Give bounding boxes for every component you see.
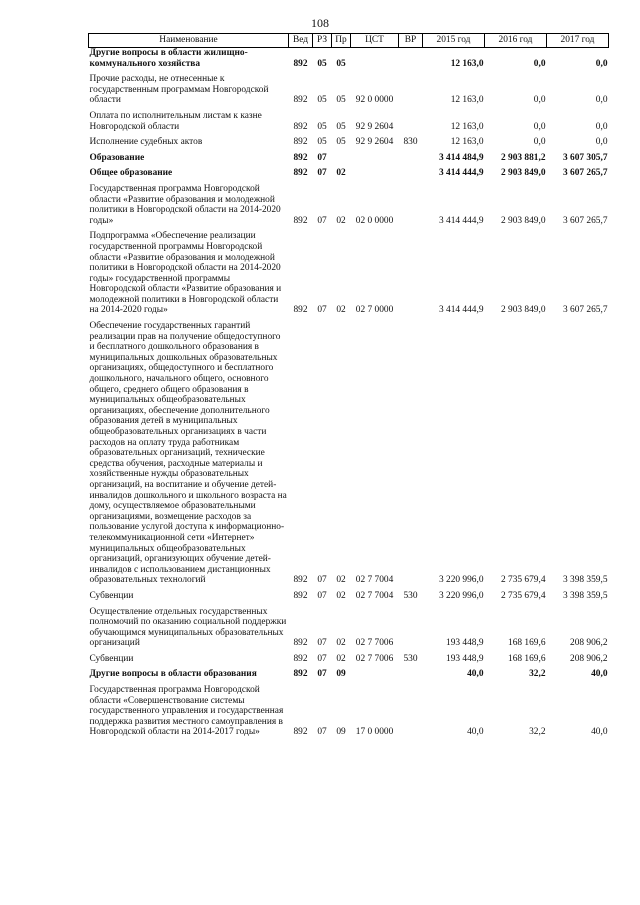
row-cst [351, 148, 399, 164]
row-ved: 892 [293, 95, 308, 106]
row-ved: 892 [293, 305, 308, 316]
row-cst [351, 163, 399, 179]
row-rz: 07 [317, 590, 327, 601]
row-vr [399, 48, 423, 70]
row-rz: 07 [317, 168, 327, 179]
row-pr: 05 [332, 48, 351, 70]
row-ved: 892 [289, 48, 313, 70]
row-name: Образование [89, 152, 145, 163]
table-row [89, 163, 609, 179]
row-2017: 40,0 [591, 669, 608, 680]
row-vr [399, 179, 423, 226]
row-vr [399, 664, 423, 680]
column-header: ЦСТ [351, 34, 399, 48]
row-rz: 07 [317, 638, 327, 649]
row-2015: 3 414 484,9 [438, 152, 484, 163]
row-cst: 92 9 2604 [355, 121, 394, 132]
row-name: Оплата по исполнительным листам к казне Новгородской области [89, 110, 262, 132]
row-pr: 02 [336, 590, 346, 601]
row-name: Подпрограмма «Обеспечение реализации государственной программы Новгородской области «Развитие образования и молодежной политики в Новгородской области на 2014-2020 годы» государственной программы Новгородской области «Развитие образования и молодежной политики в Новгородской области на 2014-2020 годы» [89, 231, 282, 316]
row-ved: 892 [293, 152, 308, 163]
column-header: 2017 год [547, 34, 609, 48]
row-rz: 07 [317, 653, 327, 664]
row-2017: 40,0 [591, 727, 608, 738]
row-vr [399, 226, 423, 316]
row-ved: 892 [293, 575, 308, 586]
row-cst: 92 0 0000 [355, 95, 394, 106]
row-2017: 0,0 [595, 137, 608, 148]
row-2017: 0,0 [547, 48, 609, 70]
row-2016: 2 903 849,0 [500, 305, 546, 316]
table-row [89, 226, 609, 316]
column-header: ВР [399, 34, 423, 48]
row-ved: 892 [293, 653, 308, 664]
row-cst [351, 48, 399, 70]
row-2016: 2 735 679,4 [500, 590, 546, 601]
row-2015: 3 414 444,9 [438, 215, 484, 226]
row-cst: 02 7 0000 [355, 305, 394, 316]
table-row [89, 148, 609, 164]
row-vr [399, 106, 423, 132]
row-cst: 02 7 7006 [355, 638, 394, 649]
row-name: Прочие расходы, не отнесенные к государственным программам Новгородской области [89, 74, 269, 106]
row-rz: 07 [317, 152, 327, 163]
row-2016: 2 903 849,0 [500, 215, 546, 226]
row-ved: 892 [293, 669, 308, 680]
row-name: Общее образование [89, 168, 173, 179]
row-pr: 02 [336, 575, 346, 586]
row-2017: 208 906,2 [570, 638, 608, 649]
row-name: Обеспечение государственных гарантий реализации прав на получение общедоступного и бесплатного дошкольного образования в муниципальных дошкольных образовательных организациях, общедоступного и бесплатного дошкольного, начального общего, основного общего, среднего общего образования в муниципальных общеобразовательных организациях, обеспечение дополнительного образования детей в муниципальных общеобразовательных организациях в части расходов на оплату труда работникам образовательных организаций, технические средства обучения, расходные материалы и хозяйственные нужды образовательных организаций, на воспитание и обучение детей-инвалидов дошкольного и школьного возраста на дому, осуществляемое образовательными организациями, возмещение расходов за пользование услугой доступа к информационно-телекоммуникационной сети «Интернет» муниципальных общеобразовательных организаций, организующих обучение детей-инвалидов с использованием дистанционных образовательных технологий [89, 321, 287, 586]
row-ved: 892 [293, 590, 308, 601]
row-name: Субвенции [89, 590, 134, 601]
row-2016: 0,0 [533, 137, 546, 148]
row-2015: 193 448,9 [446, 638, 484, 649]
row-name: Другие вопросы в области образования [89, 669, 257, 680]
table-row [89, 649, 609, 665]
row-2017: 3 607 265,7 [562, 215, 608, 226]
row-name: Другие вопросы в области жилищно-коммунального хозяйства [89, 48, 289, 70]
row-vr [399, 163, 423, 179]
row-vr [399, 680, 423, 738]
row-rz: 05 [317, 137, 327, 148]
row-2016: 32,2 [529, 669, 546, 680]
row-cst [351, 664, 399, 680]
row-2015: 40,0 [467, 727, 484, 738]
row-cst: 17 0 0000 [355, 727, 394, 738]
table-row [89, 602, 609, 649]
row-cst: 02 0 0000 [355, 215, 394, 226]
row-name: Исполнение судебных актов [89, 137, 203, 148]
row-2015: 3 220 996,0 [438, 575, 484, 586]
row-2015: 12 163,0 [450, 95, 484, 106]
row-ved: 892 [293, 638, 308, 649]
row-pr [332, 148, 351, 164]
row-pr: 02 [336, 653, 346, 664]
row-pr: 05 [336, 95, 346, 106]
row-ved: 892 [293, 215, 308, 226]
row-2015: 193 448,9 [446, 653, 484, 664]
row-cst: 02 7 7006 [355, 653, 394, 664]
row-ved: 892 [293, 727, 308, 738]
table-row [89, 316, 609, 586]
row-vr: 830 [403, 137, 418, 148]
row-name: Государственная программа Новгородской области «Совершенствование системы государственного управления и государственная поддержка развития местного самоуправления в Новгородской области на 2014-2017 годы» [89, 685, 284, 738]
row-2015: 3 414 444,9 [438, 168, 484, 179]
row-rz: 07 [317, 727, 327, 738]
row-vr: 530 [403, 653, 418, 664]
table-row [89, 179, 609, 226]
row-2015: 12 163,0 [423, 48, 485, 70]
row-2016: 2 903 881,2 [500, 152, 546, 163]
row-vr [399, 148, 423, 164]
row-2016: 0,0 [533, 121, 546, 132]
table-row [89, 132, 609, 148]
page-number: 108 [311, 16, 329, 30]
column-header: Наименование [89, 34, 289, 48]
row-2017: 3 398 359,5 [562, 590, 608, 601]
row-pr: 09 [336, 669, 346, 680]
row-pr: 02 [336, 638, 346, 649]
row-pr: 05 [336, 137, 346, 148]
row-name: Осуществление отдельных государственных полномочий по оказанию социальной поддержки обучающимся муниципальных образовательных организаций [89, 606, 287, 649]
column-header: Вед [289, 34, 313, 48]
row-2015: 3 220 996,0 [438, 590, 484, 601]
table-row [89, 48, 609, 70]
budget-table [88, 33, 609, 738]
row-2016: 32,2 [529, 727, 546, 738]
row-2015: 12 163,0 [450, 121, 484, 132]
table-row [89, 106, 609, 132]
row-2016: 2 735 679,4 [500, 575, 546, 586]
row-ved: 892 [293, 121, 308, 132]
row-rz: 05 [317, 95, 327, 106]
row-ved: 892 [293, 168, 308, 179]
column-header: 2016 год [485, 34, 547, 48]
row-rz: 07 [317, 215, 327, 226]
row-2016: 2 903 849,0 [500, 168, 546, 179]
row-2015: 3 414 444,9 [438, 305, 484, 316]
table-row [89, 69, 609, 106]
row-pr: 02 [336, 215, 346, 226]
table-row [89, 586, 609, 602]
row-rz: 07 [317, 669, 327, 680]
row-pr: 02 [336, 305, 346, 316]
row-vr [399, 69, 423, 106]
row-2015: 40,0 [467, 669, 484, 680]
row-vr: 530 [403, 590, 418, 601]
row-cst: 02 7 7004 [355, 590, 394, 601]
row-rz: 07 [317, 575, 327, 586]
header-row [89, 34, 609, 48]
row-2017: 3 398 359,5 [562, 575, 608, 586]
row-2016: 168 169,6 [508, 638, 546, 649]
row-vr [399, 316, 423, 586]
row-pr: 05 [336, 121, 346, 132]
row-pr: 02 [336, 168, 346, 179]
row-vr [399, 602, 423, 649]
row-2017: 0,0 [595, 95, 608, 106]
row-rz: 07 [317, 305, 327, 316]
row-pr: 09 [336, 727, 346, 738]
row-ved: 892 [293, 137, 308, 148]
row-2017: 0,0 [595, 121, 608, 132]
column-header: 2015 год [423, 34, 485, 48]
column-header: РЗ [313, 34, 332, 48]
row-name: Субвенции [89, 653, 134, 664]
row-rz: 05 [317, 121, 327, 132]
row-2016: 168 169,6 [508, 653, 546, 664]
row-2016: 0,0 [485, 48, 547, 70]
row-2017: 3 607 305,7 [562, 152, 608, 163]
row-rz: 05 [313, 48, 332, 70]
row-name: Государственная программа Новгородской области «Развитие образования и молодежной политики в Новгородской области на 2014-2020 годы» [89, 183, 281, 226]
table-row [89, 664, 609, 680]
row-2016: 0,0 [533, 95, 546, 106]
row-2015: 12 163,0 [450, 137, 484, 148]
row-2017: 3 607 265,7 [562, 168, 608, 179]
table-row [89, 680, 609, 738]
row-2017: 208 906,2 [570, 653, 608, 664]
row-cst: 92 9 2604 [355, 137, 394, 148]
row-2017: 3 607 265,7 [562, 305, 608, 316]
table-body [89, 48, 609, 739]
row-cst: 02 7 7004 [355, 575, 394, 586]
column-header: Пр [332, 34, 351, 48]
